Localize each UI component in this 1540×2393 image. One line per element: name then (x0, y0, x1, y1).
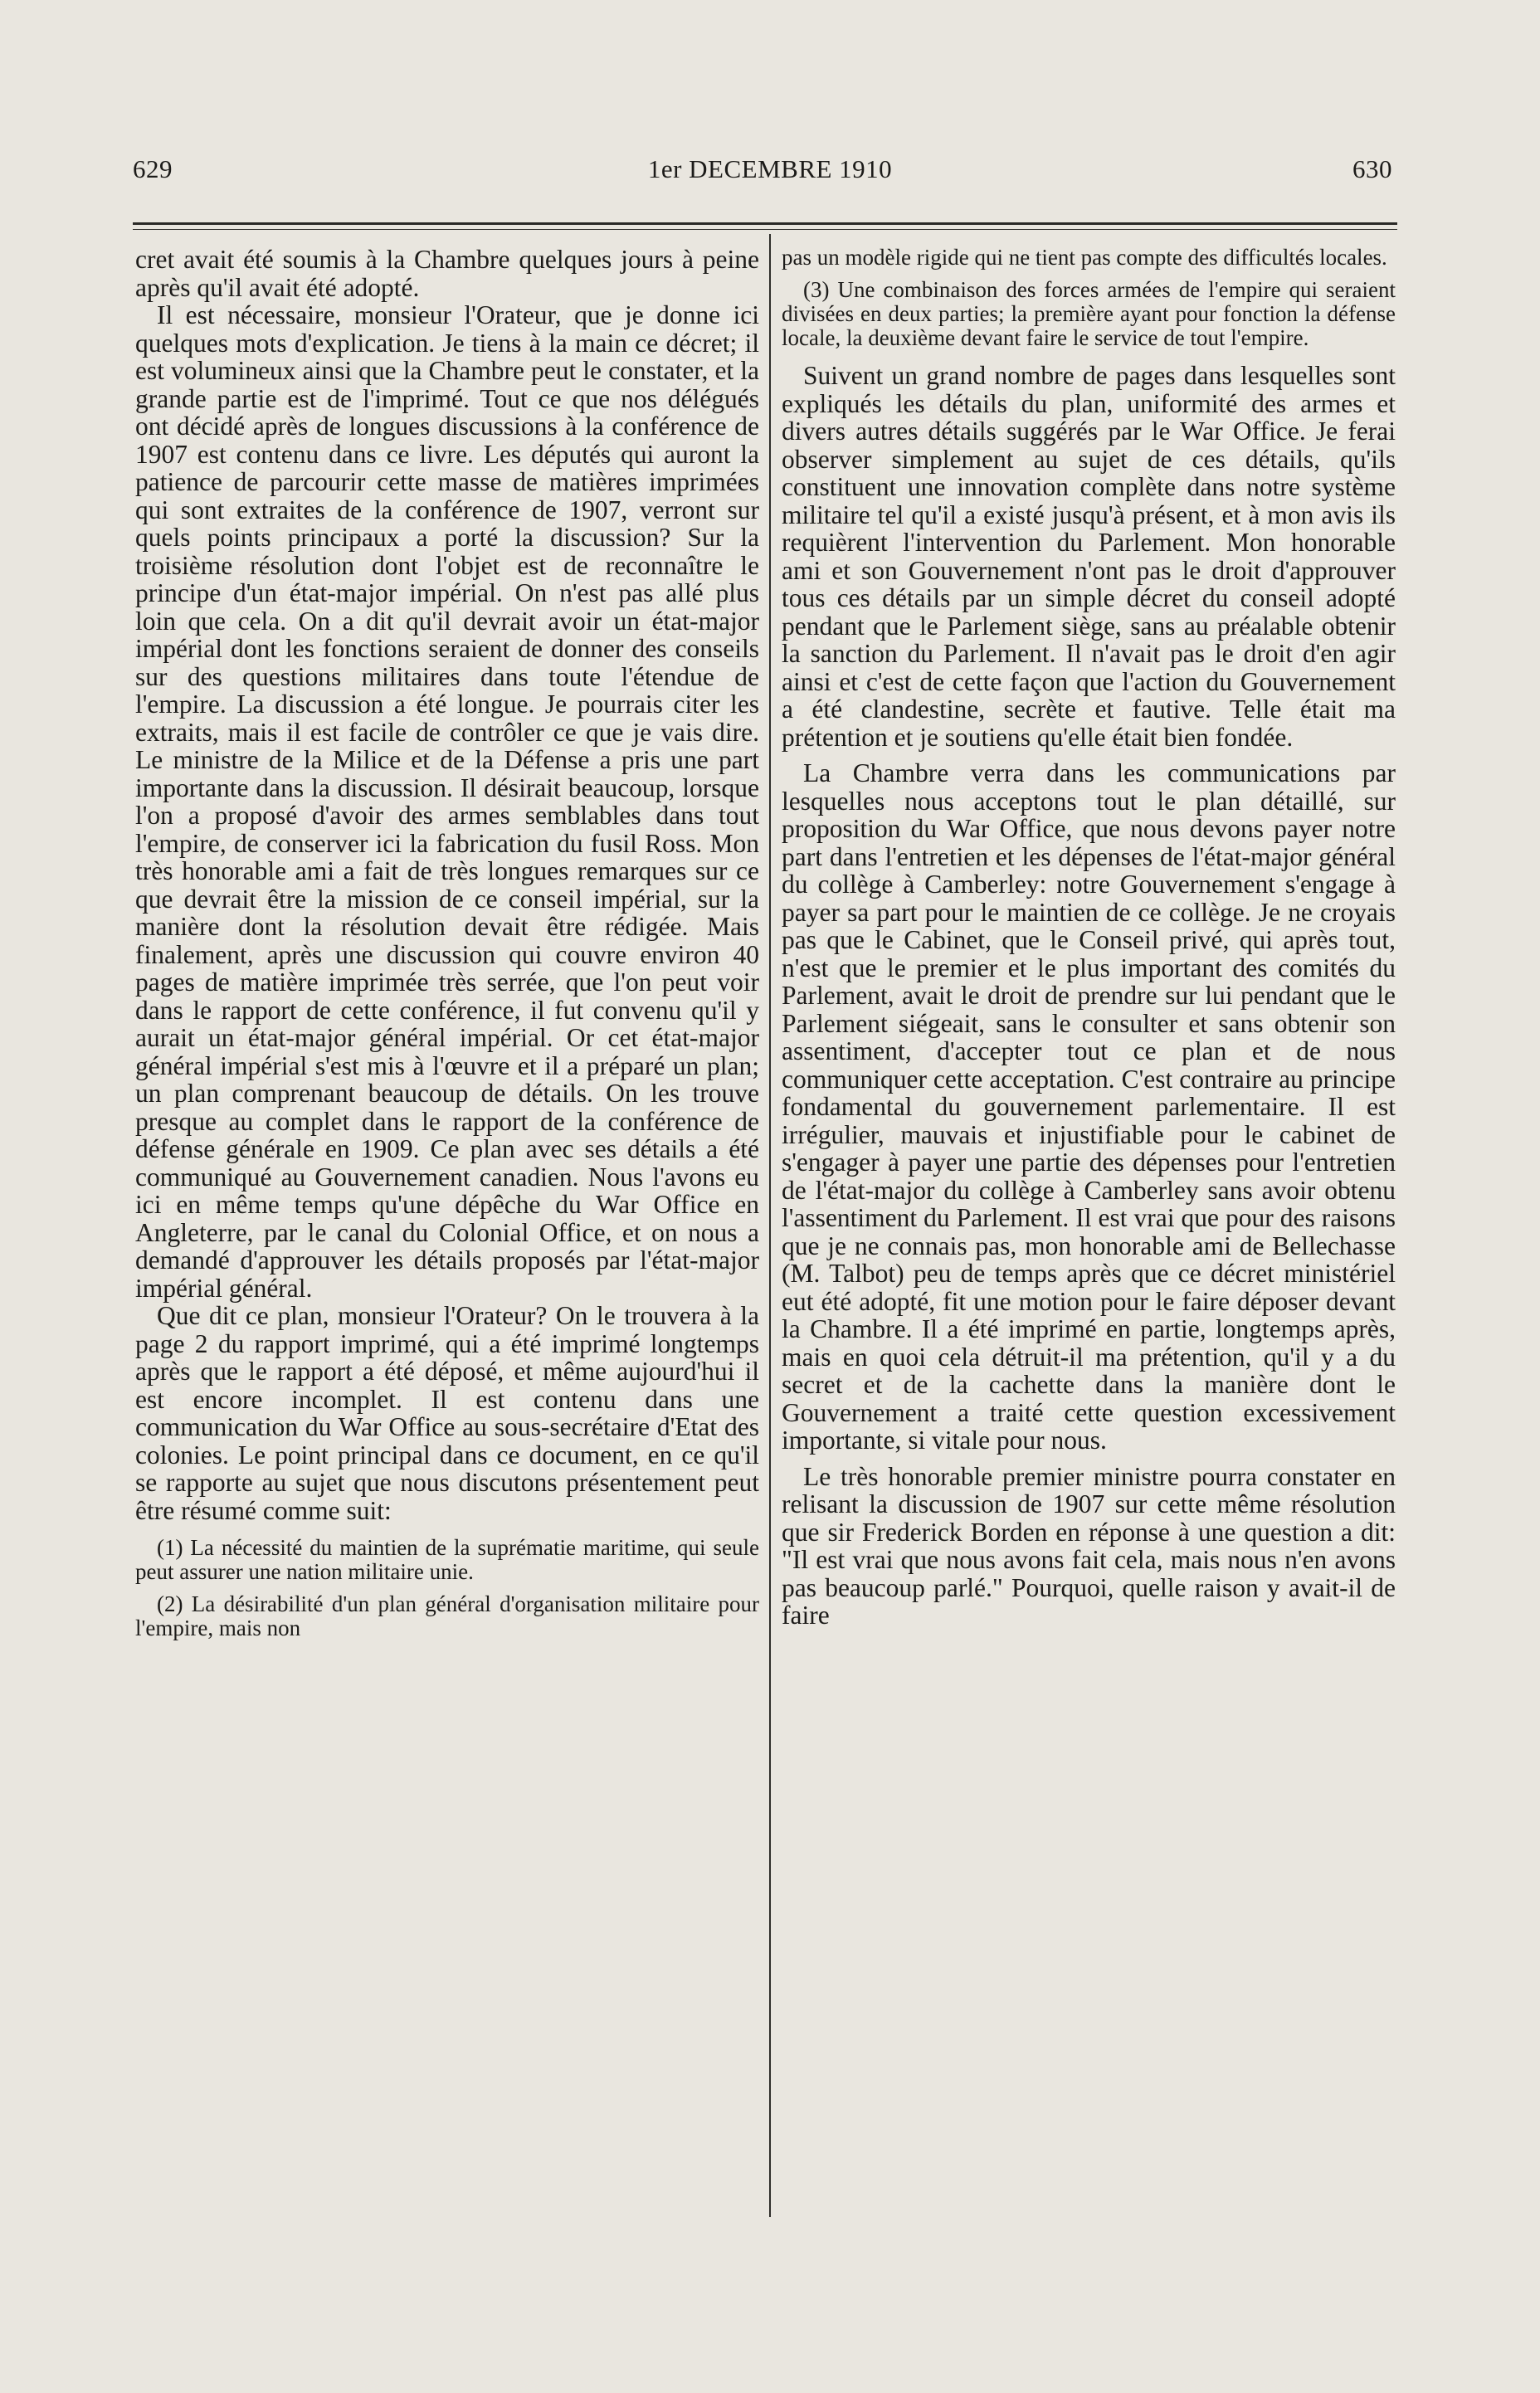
paragraph: cret avait été soumis à la Chambre quelques jours à peine après qu'il avait été adopté. (135, 245, 759, 302)
paragraph: Que dit ce plan, monsieur l'Orateur? On le trouvera à la page 2 du rapport imprimé, qui a été imprimé longtemps après que le rapport a été déposé, et même aujourd'hui il est encore incomplet. Il est contenu dans une communication du War Office au sous-secrétaire d'Etat des colonies. Le point principal dans ce document, en ce qu'il se rapporte au sujet que nous discutons présentement peut être résumé comme suit: (135, 1301, 759, 1525)
page-number-left: 629 (133, 154, 173, 183)
quoted-item: pas un modèle rigide qui ne tient pas compte des difficultés locales. (782, 245, 1387, 270)
paragraph: La Chambre verra dans les communications par lesquelles nous acceptons tout le plan détaillé, sur proposition du War Office, que nous devons payer notre part dans l'entretien et les dépenses de l'état-major général du collège à Camberley: notre Gouvernement s'engage à payer sa part pour le maintien de ce collège. Je ne croyais pas que le Cabinet, que le Conseil privé, qui après tout, n'est que le premier et le plus important des comités du Parlement, avait le droit de prendre sur lui pendant que le Parlement siégeait, sans le consulter et sans obtenir son assentiment, d'accepter tout ce plan et de nous communiquer cette acceptation. C'est contraire au principe fondamental du gouvernement parlementaire. Il est irrégulier, mauvais et injustifiable pour le cabinet de s'engager à payer une partie des dépenses pour l'entretien de l'état-major du collège à Camberley sans avoir obtenu l'assentiment du Parlement. Il est vrai que pour des raisons que je ne connais pas, mon honorable ami de Bellechasse (M. Talbot) peu de temps après que ce décret ministériel eut été adopté, fit une motion pour le faire déposer devant la Chambre. Il a été imprimé en partie, longtemps après, mais en quoi cela détruit-il ma prétention, qu'il y a du secret et de la cachette dans la manière dont le Gouvernement a traité cette question excessivement importante, si vitale pour nous. (782, 758, 1396, 1455)
right-column (782, 246, 1396, 1630)
column-divider (769, 234, 771, 2217)
paragraph: Suivent un grand nombre de pages dans lesquelles sont expliqués les détails du plan, uniformité des armes et divers autres détails suggérés par le War Office. Je ferai observer simplement au sujet de ces détails, qu'ils constituent une innovation complète dans notre système militaire tel qu'il a existé jusqu'à présent, et à mon avis ils requièrent l'intervention du Parlement. Mon honorable ami et son Gouvernement n'ont pas le droit d'approuver tous ces détails par un simple décret du conseil adopté pendant que le Parlement siège, sans au préalable obtenir la sanction du Parlement. Il n'avait pas le droit d'en agir ainsi et c'est de cette façon que l'action du Gouvernement a été clandestine, secrète et fautive. Telle était ma prétention et je soutiens qu'elle était bien fondée. (782, 361, 1396, 752)
page-number-right: 630 (1352, 154, 1392, 183)
paragraph: Le très honorable premier ministre pourra constater en relisant la discussion de 1907 sur cette même résolution que sir Frederick Borden en réponse à une question a dit: "Il est vrai que nous avons fait cela, mais nous n'en avons pas beaucoup parlé." Pourquoi, quelle raison y avait-il de faire (782, 1461, 1396, 1630)
left-column (135, 246, 759, 1640)
quoted-item: (2) La désirabilité d'un plan général d'organisation militaire pour l'empire, mais non (135, 1591, 759, 1640)
paragraph: Il est nécessaire, monsieur l'Orateur, que je donne ici quelques mots d'explication. Je tiens à la main ce décret; il est volumineux ainsi que la Chambre peut le constater, et la grande partie est de l'imprimé. Tout ce que nos délégués ont décidé après de longues discussions à la conférence de 1907 est contenu dans ce livre. Les députés qui auront la patience de parcourir cette masse de matières imprimées qui sont extraites de la conférence de 1907, verront sur quels points principaux a porté la discussion? Sur la troisième résolution dont l'objet est de reconnaître le principe d'un état-major impérial. On n'est pas allé plus loin que cela. On a dit qu'il devrait avoir un état-major impérial dont les fonctions seraient de donner des conseils sur des questions militaires dans toute l'étendue de l'empire. La discussion a été longue. Je pourrais citer les extraits, mais il est facile de contrôler ce que je vais dire. Le ministre de la Milice et de la Défense a pris une part importante dans la discussion. Il désirait beaucoup, lorsque l'on a proposé d'avoir des armes semblables dans tout l'empire, de conserver ici la fabrication du fusil Ross. Mon très honorable ami a fait de très longues remarques sur ce que devrait être la mission de ce conseil impérial, sur la manière dont la résolution devait être rédigée. Mais finalement, après une discussion qui couvre environ 40 pages de matière imprimée très serrée, que l'on peut voir dans le rapport de cette conférence, il fut convenu qu'il y aurait un état-major général impérial. Or cet état-major général impérial s'est mis à l'œuvre et il a préparé un plan; un plan comprenant beaucoup de détails. On les trouve presque au complet dans le rapport de la conférence de défense générale en 1909. Ce plan avec ses détails a été communiqué au Gouvernement canadien. Nous l'avons eu ici en même temps qu'une dépêche du War Office en Angleterre, par le canal du Colonial Office, et on nous a demandé d'approuver les détails proposés par l'état-major impérial général. (135, 300, 759, 1303)
header-rule-thin (133, 229, 1397, 230)
quoted-item: (1) La nécessité du maintien de la suprématie maritime, qui seule peut assurer une nation militaire unie. (135, 1535, 759, 1584)
quoted-item: (3) Une combinaison des forces armées de l'empire qui seraient divisées en deux parties; la première ayant pour fonction la défense locale, la deuxième devant faire le service de tout l'empire. (782, 277, 1396, 350)
page-date-header: 1er DECEMBRE 1910 (647, 154, 893, 183)
header-rule-thick (133, 222, 1397, 225)
